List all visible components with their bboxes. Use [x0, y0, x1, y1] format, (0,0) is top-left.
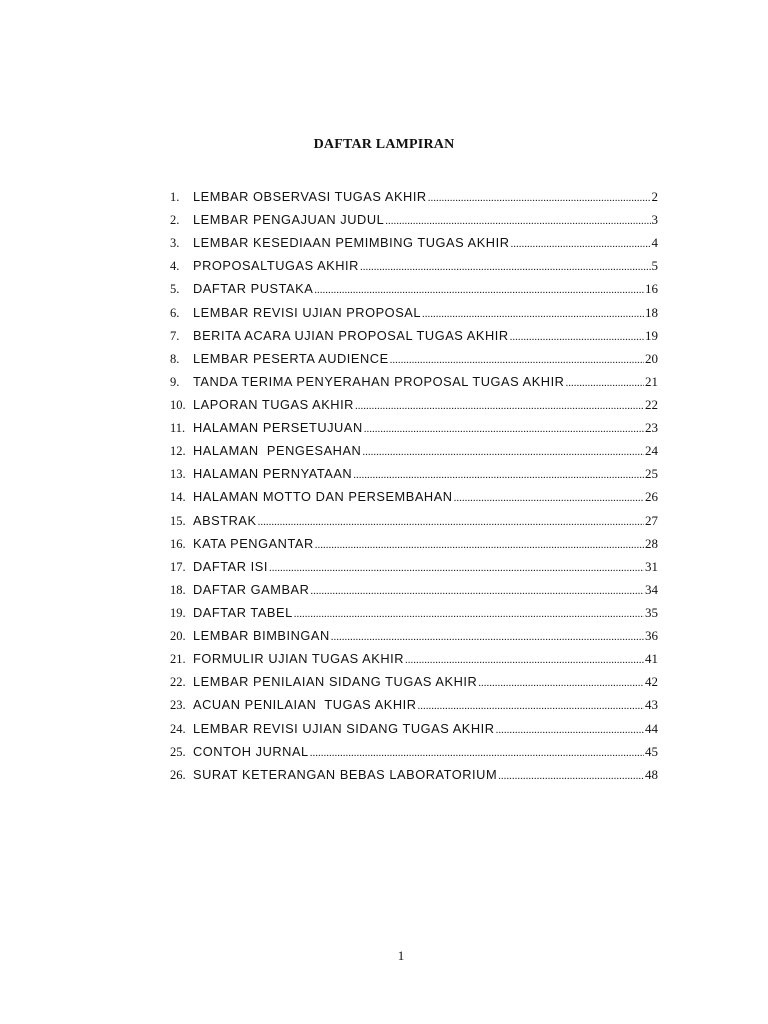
dot-leader [428, 192, 651, 204]
list-item [170, 651, 658, 674]
entry-number: 11. [170, 421, 186, 436]
entry-number: 13. [170, 467, 186, 482]
dot-leader [498, 770, 644, 782]
entry-page-number: 28 [645, 535, 658, 551]
dot-leader [510, 331, 644, 343]
dot-leader [315, 539, 644, 551]
dot-leader [362, 446, 644, 458]
entry-title: PROPOSALTUGAS AKHIR [193, 258, 359, 274]
entry-number: 19. [170, 605, 186, 620]
entry-page-number: 43 [645, 697, 658, 713]
list-item [170, 281, 658, 304]
entry-number: 8. [170, 351, 180, 366]
dot-leader [418, 700, 644, 712]
entry-title: LEMBAR REVISI UJIAN PROPOSAL [193, 304, 422, 320]
entry-number: 23. [170, 698, 186, 713]
entry-title: LAPORAN TUGAS AKHIR [193, 396, 354, 412]
list-item [170, 721, 658, 744]
entry-number: 12. [170, 444, 186, 459]
entry-page-number: 26 [645, 489, 658, 505]
entry-title: LEMBAR PESERTA AUDIENCE [193, 350, 389, 366]
entry-page-number: 3 [651, 212, 658, 228]
entry-title: DAFTAR GAMBAR [193, 581, 310, 597]
dot-leader [353, 469, 644, 481]
attachment-list [170, 189, 658, 790]
list-item [170, 258, 658, 281]
entry-number: 18. [170, 582, 186, 597]
entry-page-number: 21 [645, 373, 658, 389]
entry-number: 20. [170, 629, 186, 644]
entry-number: 25. [170, 744, 186, 759]
entry-title: LEMBAR BIMBINGAN [193, 628, 330, 644]
entry-title: HALAMAN PENGESAHAN [193, 443, 362, 459]
entry-title: DAFTAR TABEL [193, 604, 293, 620]
entry-page-number: 48 [645, 766, 658, 782]
entry-title: DAFTAR ISI [193, 558, 268, 574]
entry-page-number: 44 [645, 720, 658, 736]
list-item [170, 235, 658, 258]
dot-leader [355, 400, 644, 412]
entry-title: KATA PENGANTAR [193, 535, 314, 551]
dot-leader [405, 654, 644, 666]
list-item [170, 420, 658, 443]
entry-number: 4. [170, 259, 180, 274]
entry-page-number: 42 [645, 674, 658, 690]
entry-page-number: 5 [651, 258, 658, 274]
page-title: DAFTAR LAMPIRAN [313, 137, 455, 152]
list-item [170, 212, 658, 235]
entry-number: 5. [170, 282, 180, 297]
list-item [170, 351, 658, 374]
list-item [170, 305, 658, 328]
entry-title: CONTOH JURNAL [193, 743, 309, 759]
entry-page-number: 22 [645, 396, 658, 412]
entry-title: LEMBAR OBSERVASI TUGAS AKHIR [193, 189, 427, 204]
dot-leader [385, 215, 650, 227]
list-item [170, 466, 658, 489]
entry-number: 21. [170, 652, 186, 667]
entry-page-number: 19 [645, 327, 658, 343]
dot-leader [314, 284, 644, 296]
list-item [170, 767, 658, 790]
list-item [170, 697, 658, 720]
entry-page-number: 35 [645, 604, 658, 620]
list-item [170, 443, 658, 466]
entry-page-number: 18 [645, 304, 658, 320]
list-item [170, 489, 658, 512]
dot-leader [510, 238, 650, 250]
entry-page-number: 2 [651, 189, 658, 204]
entry-title: HALAMAN PERSETUJUAN [193, 420, 363, 436]
entry-title: LEMBAR KESEDIAAN PEMIMBING TUGAS AKHIR [193, 235, 510, 251]
entry-number: 7. [170, 328, 180, 343]
entry-title: TANDA TERIMA PENYERAHAN PROPOSAL TUGAS AKHIR [193, 373, 565, 389]
dot-leader [496, 724, 644, 736]
dot-leader [454, 492, 644, 504]
list-item [170, 605, 658, 628]
entry-title: LEMBAR REVISI UJIAN SIDANG TUGAS AKHIR [193, 720, 495, 736]
list-item [170, 559, 658, 582]
entry-number: 15. [170, 513, 186, 528]
dot-leader [390, 354, 644, 366]
entry-page-number: 25 [645, 466, 658, 482]
dot-leader [565, 377, 644, 389]
entry-title: LEMBAR PENILAIAN SIDANG TUGAS AKHIR [193, 674, 478, 690]
dot-leader [422, 308, 644, 320]
entry-page-number: 27 [645, 512, 658, 528]
entry-title: SURAT KETERANGAN BEBAS LABORATORIUM [193, 766, 498, 782]
list-item [170, 536, 658, 559]
page-number: 1 [397, 948, 405, 963]
entry-number: 17. [170, 559, 186, 574]
entry-page-number: 31 [645, 558, 658, 574]
entry-title: FORMULIR UJIAN TUGAS AKHIR [193, 651, 405, 667]
dot-leader [294, 608, 644, 620]
entry-page-number: 24 [645, 443, 658, 459]
entry-title: ABSTRAK [193, 512, 257, 528]
entry-title: ACUAN PENILAIAN TUGAS AKHIR [193, 697, 417, 713]
entry-title: HALAMAN PERNYATAAN [193, 466, 353, 482]
dot-leader [364, 423, 644, 435]
dot-leader [478, 677, 644, 689]
entry-page-number: 23 [645, 420, 658, 436]
entry-page-number: 36 [645, 628, 658, 644]
dot-leader [360, 261, 651, 273]
entry-title: HALAMAN MOTTO DAN PERSEMBAHAN [193, 489, 453, 505]
entry-number: 9. [170, 374, 180, 389]
dot-leader [310, 585, 644, 597]
list-item [170, 397, 658, 420]
entry-number: 3. [170, 236, 180, 251]
entry-number: 24. [170, 721, 186, 736]
entry-title: DAFTAR PUSTAKA [193, 281, 314, 297]
list-item [170, 189, 658, 212]
list-item [170, 328, 658, 351]
entry-number: 14. [170, 490, 186, 505]
entry-number: 10. [170, 397, 186, 412]
entry-number: 2. [170, 213, 180, 228]
list-item [170, 628, 658, 651]
entry-title: BERITA ACARA UJIAN PROPOSAL TUGAS AKHIR [193, 327, 509, 343]
entry-page-number: 41 [645, 651, 658, 667]
list-item [170, 744, 658, 767]
entry-number: 22. [170, 675, 186, 690]
list-item [170, 374, 658, 397]
dot-leader [269, 562, 644, 574]
dot-leader [331, 631, 644, 643]
entry-page-number: 45 [645, 743, 658, 759]
entry-title: LEMBAR PENGAJUAN JUDUL [193, 212, 385, 228]
entry-page-number: 34 [645, 581, 658, 597]
entry-page-number: 20 [645, 350, 658, 366]
entry-page-number: 16 [645, 281, 658, 297]
list-item [170, 674, 658, 697]
dot-leader [310, 747, 644, 759]
entry-page-number: 4 [651, 235, 658, 251]
entry-number: 26. [170, 767, 186, 782]
list-item [170, 582, 658, 605]
entry-number: 16. [170, 536, 186, 551]
entry-number: 1. [170, 190, 180, 204]
list-item [170, 513, 658, 536]
dot-leader [258, 516, 644, 528]
entry-number: 6. [170, 305, 180, 320]
